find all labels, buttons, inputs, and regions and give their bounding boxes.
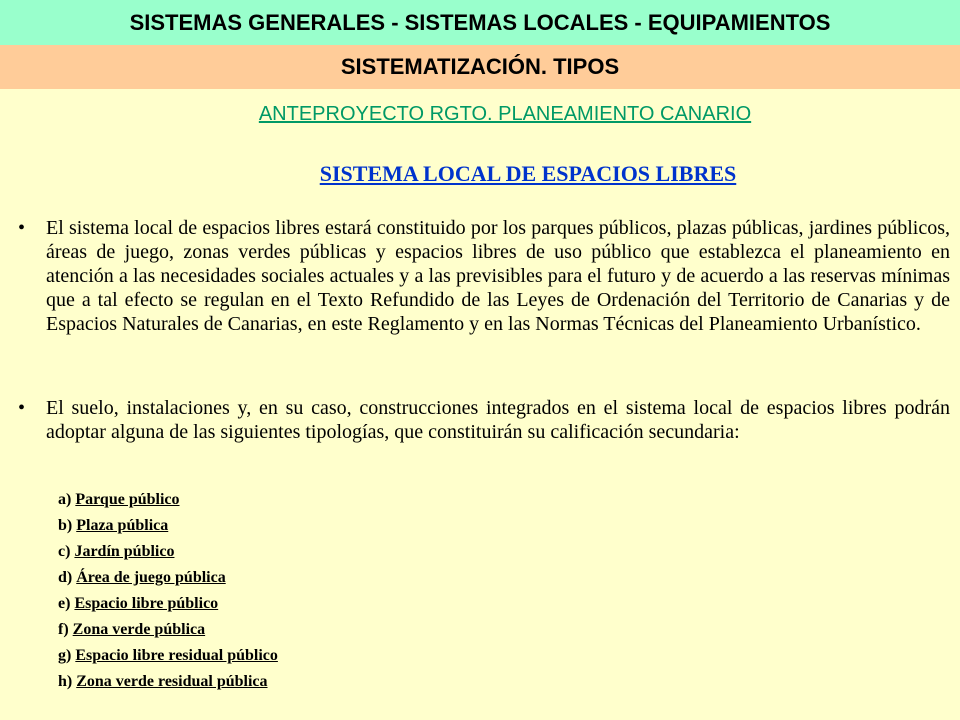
list-item-letter: f): [58, 621, 69, 638]
list-item-link[interactable]: Parque público: [75, 491, 180, 508]
list-item: [58, 513, 278, 539]
section-heading-link[interactable]: ANTEPROYECTO RGTO. PLANEAMIENTO CANARIO: [258, 103, 752, 125]
list-item-letter: e): [58, 595, 71, 612]
typology-list: [58, 487, 278, 695]
list-item-letter: b): [58, 517, 73, 534]
paragraph-text: El suelo, instalaciones y, en su caso, construcciones integrados en el sistema local de espacios libres podrán adoptar alguna de las siguientes tipologías, que constituirán su calificación secundaria:: [46, 397, 950, 443]
title-bar: [0, 0, 960, 45]
paragraph-2: [18, 396, 950, 444]
list-item-letter: h): [58, 673, 73, 690]
list-item: [58, 565, 278, 591]
list-item-letter: g): [58, 647, 72, 664]
list-item: [58, 643, 278, 669]
list-item: [58, 539, 278, 565]
subtitle-bar: [0, 45, 960, 89]
section-subheading-link[interactable]: SISTEMA LOCAL DE ESPACIOS LIBRES: [319, 161, 737, 186]
list-item-letter: c): [58, 543, 71, 560]
paragraph-1: [18, 216, 950, 336]
page-title: SISTEMAS GENERALES - SISTEMAS LOCALES - EQUIPAMIENTOS: [129, 9, 831, 35]
bullet: •: [18, 217, 26, 239]
list-item: [58, 669, 278, 695]
list-item-link[interactable]: Zona verde pública: [72, 621, 206, 638]
list-item-link[interactable]: Zona verde residual pública: [76, 673, 268, 690]
list-item-link[interactable]: Jardín público: [74, 543, 175, 560]
list-item: [58, 591, 278, 617]
list-item-letter: d): [58, 569, 73, 586]
list-item-link[interactable]: Espacio libre residual público: [75, 647, 278, 664]
list-item: [58, 487, 278, 513]
list-item-link[interactable]: Área de juego pública: [76, 569, 226, 586]
bullet: •: [18, 397, 26, 419]
list-item: [58, 617, 278, 643]
list-item-link[interactable]: Plaza pública: [76, 517, 169, 534]
list-item-link[interactable]: Espacio libre público: [74, 595, 219, 612]
paragraph-text: El sistema local de espacios libres estará constituido por los parques públicos, plazas públicas, jardines públicos, áreas de juego, zonas verdes públicas y espacios libres de uso público que establezca el planeamiento en atención a las necesidades sociales actuales y a las previsibles para el futuro y de acuerdo a las reservas mínimas que a tal efecto se regulan en el Texto Refundido de las Leyes de Ordenación del Territorio de Canarias y de Espacios Naturales de Canarias, en este Reglamento y en las Normas Técnicas del Planeamiento Urbanístico.: [46, 217, 950, 335]
page-subtitle: SISTEMATIZACIÓN. TIPOS: [340, 54, 620, 79]
list-item-letter: a): [58, 491, 72, 508]
